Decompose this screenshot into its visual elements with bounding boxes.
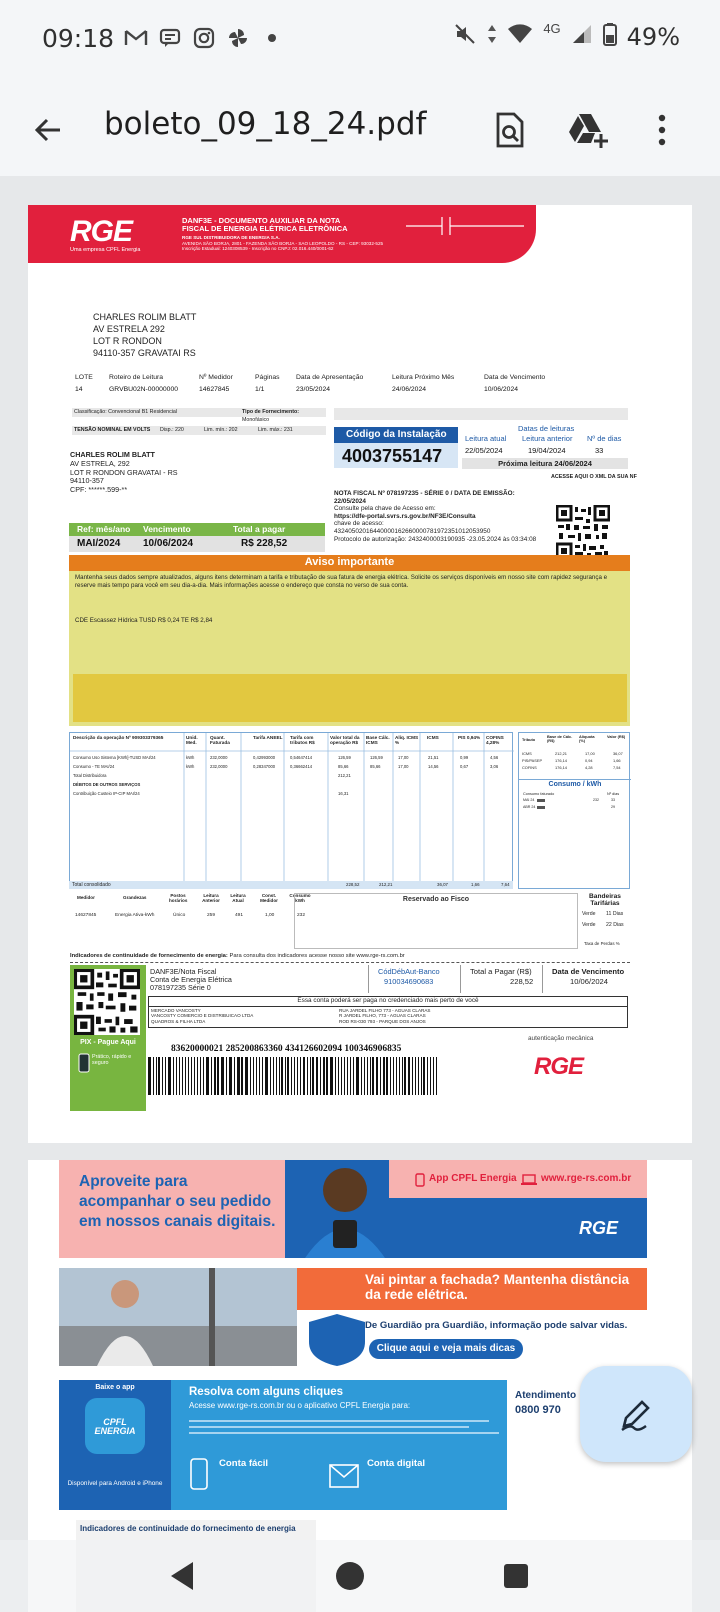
pinwheel-icon: [226, 26, 250, 50]
tariff-flags-title: Bandeiras Tarifárias: [589, 893, 621, 907]
table-cell: 4,56: [490, 755, 499, 760]
info-value: GRVBU02N-00000000: [109, 386, 179, 393]
notice-title: Aviso importante: [69, 555, 630, 571]
digital-channels-banner[interactable]: [59, 1160, 647, 1258]
table-cell: 16,31: [338, 791, 349, 796]
tax-header-cell: Base de Cálc. (R$): [547, 734, 573, 744]
notification-icons: [124, 26, 284, 50]
table-cell: 17,00: [398, 755, 409, 760]
meter-header: Leitura Atual: [230, 893, 246, 903]
credenciado-title: Essa conta poderá ser paga no credenciado mais perto de você: [149, 997, 627, 1007]
credenciado-name: MERCADO VANCOSTY: [151, 1008, 201, 1013]
table-header-cell: COFINS 4,28%: [486, 735, 504, 746]
banner2-subtitle: De Guardião pra Guardião, informação pode salvar vidas.: [365, 1320, 628, 1331]
mute-icon: [453, 22, 477, 51]
table-cell: Consumo Uso Sistema [KWh]-TUSD MAI/24: [73, 755, 156, 760]
dot-icon: [260, 26, 284, 50]
nota-fiscal-block: [334, 490, 554, 543]
readings-dates-label: Datas de leituras: [518, 424, 575, 433]
info-value: 24/06/2024: [392, 386, 427, 393]
tariff-flags: [580, 893, 630, 953]
meter-header: Const. Medidor: [260, 893, 278, 903]
credenciado-address: R JARDEL FILHO, 773 - AGUAS CLARAS: [339, 1013, 426, 1019]
table-header-cell: Alíq. ICMS %: [395, 735, 419, 746]
indicators-label: Indicadores de continuidade de fornecimento de energia:: [70, 953, 228, 959]
install-top-bar: [334, 408, 628, 420]
meter-value: Único: [173, 913, 186, 918]
voltage-min: Lim. mín.: 202: [204, 427, 238, 433]
info-value: 14627845: [199, 386, 230, 393]
previous-reading-label: Leitura anterior: [522, 434, 573, 443]
payment-summary-values: [69, 536, 325, 552]
cut-line: [70, 962, 630, 963]
danfe-line1: DANF3E - DOCUMENTO AUXILIAR DA NOTA: [182, 216, 341, 225]
meter-header: Grandezas: [123, 895, 147, 900]
total-label: Total a pagar: [233, 524, 286, 534]
due-label: Vencimento: [143, 524, 191, 534]
nota-line: Consulte pela chave de Acesso em:: [334, 505, 436, 513]
tax-cell: 7,54: [613, 765, 621, 770]
credenciado-address: ROD RS-030 793 - PARQUE DOS ANJOS: [339, 1018, 426, 1024]
wifi-icon: [507, 23, 533, 50]
previous-reading-date: 19/04/2024: [528, 446, 566, 455]
cde-text: CDE Escassez Hídrica TUSD R$ 0,24 TE R$ 2,84: [75, 617, 213, 624]
banner3-available: Disponível para Android e iPhone: [67, 1480, 163, 1487]
info-value: 14: [75, 386, 83, 393]
authorization-protocol: Protocolo de autorização: 2432400003190935 -23.05.2024 às 03:34:08: [334, 535, 537, 543]
table-header-cell: Descrição da operação Nº 909303379365: [73, 735, 164, 740]
data-arrows-icon: [487, 22, 497, 51]
cpfl-app-icon: [85, 1398, 145, 1454]
client-line: 94110-357: [70, 476, 104, 486]
flag-days: 22 Dias: [606, 922, 624, 928]
barcode-digits: 83620000021 285200863360 434126602094 100346906835: [171, 1044, 402, 1054]
back-arrow-icon: [32, 114, 64, 146]
client-name: CHARLES ROLIM BLATT: [70, 450, 155, 459]
table-cell: 0,36662414: [290, 764, 313, 769]
back-button[interactable]: [26, 108, 70, 152]
days-label: Nº de dias: [587, 434, 622, 443]
credenciado-address: RUA JARDEL FILHO 773 - AGUAS CLARAS: [339, 1008, 431, 1013]
table-cell: 0,28347000: [253, 764, 276, 769]
rge-logo: RGE: [70, 215, 133, 248]
banner3-fineprint: [189, 1416, 507, 1450]
table-cell: kWh: [186, 764, 195, 769]
facade-safety-banner[interactable]: [59, 1268, 647, 1366]
total-value: 228,52: [346, 882, 360, 887]
installation-code-label: Código da Instalação: [334, 427, 458, 443]
gmail-icon: [124, 26, 148, 50]
tax-cell: ICMS: [522, 751, 532, 756]
address-line: 94110-357 GRAVATAI RS: [93, 348, 196, 358]
mechanical-auth-label: autenticação mecânica: [528, 1035, 594, 1042]
mobile-icon: [189, 1458, 209, 1490]
total-amount: R$ 228,52: [241, 538, 288, 549]
slip-due-label: Data de Vencimento: [552, 967, 625, 976]
instagram-icon: [192, 26, 216, 50]
meter-value: 491: [235, 913, 244, 918]
slip-line: DANF3E/Nota Fiscal: [150, 967, 217, 976]
slip-divider: [368, 965, 369, 993]
address-line: CHARLES ROLIM BLATT: [93, 312, 197, 322]
voltage-disp: Disp.: 220: [160, 427, 184, 433]
tax-header-cell: Alíquota (%): [579, 734, 595, 744]
tax-cell: 0,94: [585, 758, 593, 763]
painter-icon: [59, 1268, 297, 1366]
company-registration: Inscrição Estadual: 1240308539 - Inscrição no CNPJ: 02.016.440/0001-62: [182, 246, 334, 252]
tax-cell: 212,21: [555, 751, 567, 756]
info-label: LOTE: [75, 374, 93, 381]
support-phone: 0800 970: [515, 1404, 561, 1416]
nav-back-icon: [167, 1560, 197, 1592]
supply-type: Monofásico: [242, 417, 270, 423]
info-value: 1/1: [255, 386, 265, 393]
table-cell: 232,0000: [210, 755, 228, 760]
info-label: Leitura Próximo Mês: [392, 374, 455, 381]
info-label: Páginas: [255, 374, 280, 381]
banner3-app-label: Baixe o app: [95, 1384, 135, 1391]
installation-code: 4003755147: [334, 443, 458, 468]
meter-header: Leitura Anterior: [202, 893, 220, 903]
tax-header-cell: Valor (R$): [607, 734, 626, 739]
meter-value: Energia Ativa-kWh: [115, 913, 155, 918]
consumption-value: 232: [593, 798, 599, 802]
table-cell: Total Distribuidora: [73, 773, 107, 778]
next-reading: Próxima leitura 24/06/2024: [462, 458, 628, 469]
pix-qr-code[interactable]: [74, 969, 140, 1035]
consumption-head: Consumo faturado: [523, 792, 555, 796]
table-cell: kWh: [186, 755, 195, 760]
banner3-subtitle: Acesse www.rge-rs.com.br ou o aplicativo CPFL Energia para:: [189, 1401, 411, 1410]
edit-pen-icon: [618, 1396, 654, 1432]
slip-due-date: 10/06/2024: [570, 977, 609, 986]
network-type: 4G: [543, 21, 561, 36]
loss-rate-label: Taxa de Perdas %: [584, 941, 620, 946]
payment-summary-header: [69, 523, 325, 536]
total-base: 212,21: [379, 882, 393, 887]
pix-panel: [70, 965, 146, 1111]
tax-cell: PIS/PASEP: [522, 758, 543, 763]
barcode: [148, 1057, 438, 1095]
document-title: boleto_09_18_24.pdf: [104, 106, 427, 142]
address-line: AV ESTRELA 292: [93, 324, 165, 334]
tax-cell: 176,14: [555, 758, 567, 763]
tax-cell: 36,07: [613, 751, 623, 756]
rge-logo-subtitle: Uma empresa CPFL Energia: [70, 247, 141, 253]
reserved-fisco: [294, 893, 578, 949]
status-time: 09:18: [42, 24, 115, 53]
slip-line: Conta de Energia Elétrica: [150, 975, 232, 984]
consumption-month: MAI 24: [523, 798, 535, 802]
search-document-icon: [494, 112, 526, 148]
rge-logo-bottom: RGE: [534, 1053, 584, 1080]
nav-recents-icon: [502, 1562, 530, 1590]
credenciado-left: [151, 1008, 253, 1024]
table-header-cell: Tarifa com tributos R$: [290, 735, 315, 746]
laptop-icon: [521, 1174, 537, 1186]
banner2-title: Vai pintar a fachada? Mantenha distância da rede elétrica.: [365, 1272, 630, 1302]
mail-icon: [329, 1464, 359, 1488]
support-label: Atendimento: [515, 1390, 577, 1401]
indicators-title: Indicadores de continuidade do fornecimento de energia: [80, 1524, 296, 1533]
company-name: RGE SUL DISTRIBUIDORA DE ENERGIA S.A.: [182, 235, 280, 240]
total-pis: 1,66: [471, 882, 480, 887]
notice-text: Mantenha seus dados sempre atualizados, alguns itens determinam a tarifa e tributação de sua fatura de energia elétrica. Solicite os serviços disponíveis em nosso site com rapidez segurança e reserve mais tempo para você em seu dia-a-dia. Mais informações acesse o endereço que consta no verso de sua conta.: [69, 571, 630, 614]
client-block: [70, 451, 178, 495]
table-header-cell: Base Cálc. ICMS: [366, 735, 390, 746]
tax-cell: 1,66: [613, 758, 621, 763]
pdf-page-1: [28, 205, 692, 1143]
meter-value: 14627845: [75, 913, 97, 918]
billing-table: [69, 732, 513, 889]
table-cell: 212,21: [338, 773, 351, 778]
more-options-button[interactable]: [638, 106, 686, 154]
credenciado-name: QUADROS & FILHA LTDA: [151, 1018, 206, 1024]
consumption-title: Consumo / kWh: [548, 781, 602, 788]
credenciado-name: VANCOSTY COMERCIO E DISTRIBUICAO LTDA: [151, 1013, 254, 1019]
notice-highlight: [73, 674, 627, 722]
annotate-fab[interactable]: [580, 1366, 692, 1462]
voltage-label: TENSÃO NOMINAL EM VOLTS: [74, 427, 151, 433]
table-header-cell: Unid. Med.: [186, 735, 198, 746]
table-cell: 0,99: [460, 755, 469, 760]
banner1-app: App CPFL Energia: [429, 1173, 517, 1184]
guardiao-shield-icon: [307, 1312, 367, 1366]
drive-add-icon: [567, 112, 609, 148]
resolve-online-banner[interactable]: [59, 1380, 647, 1510]
address-line: LOT R RONDON: [93, 336, 162, 346]
danfe-line2: FISCAL DE ENERGIA ELÉTRICA ELETRÔNICA: [182, 224, 348, 233]
ref-label: Ref: mês/ano: [77, 524, 131, 534]
navigation-bar: [0, 1540, 720, 1612]
consumption-bar: [537, 806, 545, 809]
meter-header: Consumo kWh: [289, 893, 311, 903]
xml-access-link[interactable]: ACESSE AQUI O XML DA SUA NF: [551, 474, 637, 480]
indicators-line: [70, 953, 405, 959]
info-value: 23/05/2024: [296, 386, 331, 393]
nota-fiscal-title: NOTA FISCAL Nº 078197235 - SÉRIE 0 / DATA DE EMISSÃO:: [334, 490, 515, 497]
table-cell: Consumo - TE MAI/24: [73, 764, 115, 769]
table-cell: 232,0000: [210, 764, 228, 769]
consumption-days: 33: [611, 798, 615, 802]
consumption-month: ABR 24: [523, 805, 536, 809]
slip-divider: [542, 965, 543, 993]
easy-bill-label: Conta fácil: [219, 1458, 269, 1469]
tax-header-cell: Tributo: [522, 737, 536, 742]
meter-value: 232: [297, 913, 306, 918]
meter-value: 259: [207, 913, 216, 918]
indicators-text: Para consulta dos indicadores acesse nosso site www.rge-rs.com.br: [229, 953, 405, 959]
nav-recents-button[interactable]: [496, 1556, 536, 1596]
status-bar: [0, 0, 720, 80]
tax-cell: COFINS: [522, 765, 537, 770]
current-reading-date: 22/05/2024: [465, 446, 503, 455]
info-label: Data de Apresentação: [296, 374, 364, 381]
reserved-fisco-label: Reservado ao Fisco: [402, 896, 470, 903]
slip-total: 228,52: [510, 977, 534, 986]
debit-code-label: CódDébAut-Banco: [378, 967, 440, 976]
tax-cell: 4,28: [585, 765, 593, 770]
consumption-days: 29: [611, 805, 615, 809]
table-header-cell: PIS 0,94%: [458, 735, 481, 740]
total-icms: 36,07: [437, 882, 448, 887]
table-cell: 85,66: [338, 764, 349, 769]
nota-fiscal-qr-code[interactable]: [556, 505, 610, 559]
mailing-address: [93, 311, 196, 359]
status-right: [453, 22, 680, 51]
pix-subtitle: Prático, rápido e seguro: [92, 1054, 132, 1067]
cpfl-logo: CPFL ENERGIA: [94, 1417, 136, 1436]
table-header-cell: ICMS: [427, 735, 439, 740]
table-header-cell: Tarifa ANEEL: [253, 735, 283, 740]
days-count: 33: [595, 446, 604, 455]
meter-header: Postos horários: [169, 893, 188, 903]
chat-icon: [158, 26, 182, 50]
table-cell: 14,56: [428, 764, 439, 769]
nav-back-button[interactable]: [162, 1556, 202, 1596]
classification: Classificação: Convencional B1 Residencial: [74, 409, 178, 415]
slip-info: [150, 968, 232, 992]
due-date: 10/06/2024: [143, 538, 194, 549]
nota-line: chave de acesso:: [334, 520, 384, 528]
battery-icon: [603, 22, 617, 51]
ref-month: MAI/2024: [77, 538, 121, 549]
meter-header: Medidor: [77, 895, 95, 900]
app-bar: [0, 80, 720, 176]
credenciado-right: [339, 1008, 430, 1024]
client-cpf: CPF: ******.599-**: [70, 485, 128, 495]
info-label: Data de Vencimento: [484, 374, 546, 381]
danfe-company: [182, 235, 442, 252]
table-header-cell: Valor total da operação R$: [330, 735, 360, 746]
rge-logo-banner: RGE: [579, 1218, 619, 1238]
header-band: [28, 205, 536, 263]
info-label: Roteiro de Leitura: [109, 374, 164, 381]
signal-icon: [571, 23, 593, 50]
nota-consult-url[interactable]: https://dfe-portal.svrs.rs.gov.br/NF3E/Consulta: [334, 512, 476, 520]
credenciado-box: [148, 996, 628, 1028]
banner2-button[interactable]: Clique aqui e veja mais dicas: [369, 1339, 523, 1359]
consumption-chart: [519, 779, 631, 890]
more-vert-icon: [657, 114, 667, 146]
consumption-bar: [537, 799, 545, 802]
flag-days: 11 Dias: [606, 911, 624, 917]
table-cell: DÉBITOS DE OUTROS SERVIÇOS: [73, 782, 141, 787]
client-line: LOT R RONDON GRAVATAI - RS: [70, 467, 178, 477]
battery-level: 49%: [626, 22, 680, 51]
tax-cell: 17,00: [585, 751, 595, 756]
nav-home-icon: [334, 1560, 366, 1592]
phone-icon: [78, 1053, 90, 1073]
table-header-cell: Quant. Faturada: [210, 735, 230, 746]
table-cell: 0,54647414: [290, 755, 313, 760]
nota-fiscal-date: 22/05/2024: [334, 497, 366, 505]
flag-color: Verde: [582, 911, 596, 917]
total-consolidado-label: Total consolidado: [72, 882, 111, 888]
info-label: Nº Medidor: [199, 374, 233, 381]
nav-home-button[interactable]: [330, 1556, 370, 1596]
table-cell: 85,66: [370, 764, 381, 769]
digital-bill-label: Conta digital: [367, 1458, 426, 1469]
current-reading-label: Leitura atual: [465, 434, 507, 443]
person-icon: [285, 1160, 405, 1258]
tax-summary: [518, 732, 630, 889]
search-document-button[interactable]: [486, 106, 534, 154]
debit-code: 910034690683: [384, 977, 434, 986]
table-total-row: [69, 881, 513, 889]
slip-line: 078197235 Série 0: [150, 983, 211, 992]
banner1-site: www.rge-rs.com.br: [541, 1173, 632, 1184]
table-cell: 126,59: [370, 755, 383, 760]
header-line-icon: [406, 211, 526, 241]
table-cell: Contribuição Custeio IP-CIP MAI/24: [73, 791, 140, 796]
table-cell: 0,67: [460, 764, 469, 769]
table-cell: 21,51: [428, 755, 439, 760]
access-key: 43240502016440000162660000781972351012053950: [334, 527, 491, 535]
banner1-text: Aproveite para acompanhar o seu pedido em nossos canais digitais.: [79, 1173, 276, 1230]
flag-color: Verde: [582, 922, 596, 928]
banner3-title: Resolva com alguns cliques: [189, 1386, 344, 1398]
phone-app-icon: [415, 1173, 425, 1187]
tax-cell: 176,14: [555, 765, 567, 770]
client-line: AV ESTRELA, 292: [70, 458, 130, 468]
table-cell: 0,42993000: [253, 755, 276, 760]
company-address: AVENIDA SÃO BORJA, 2801 - FAZENDA SÃO BORJA - SAO LEOPOLDO - RS - CEP: 93032-525: [182, 240, 384, 246]
supply-type-label: Tipo de Fornecimento:: [242, 409, 299, 415]
meter-value: 1,00: [265, 913, 275, 918]
danfe-title: [182, 217, 412, 233]
total-cofins: 7,64: [501, 882, 510, 887]
save-to-drive-button[interactable]: [564, 106, 612, 154]
pix-label: PIX - Pague Aqui: [80, 1039, 136, 1046]
info-value: 10/06/2024: [484, 386, 519, 393]
table-cell: 17,00: [398, 764, 409, 769]
slip-total-label: Total a Pagar (R$): [470, 967, 532, 976]
voltage-max: Lim. máx.: 231: [258, 427, 293, 433]
table-cell: 126,59: [338, 755, 351, 760]
consumption-head: Nº dias: [607, 792, 620, 796]
table-cell: 3,06: [490, 764, 499, 769]
slip-divider: [460, 965, 461, 993]
